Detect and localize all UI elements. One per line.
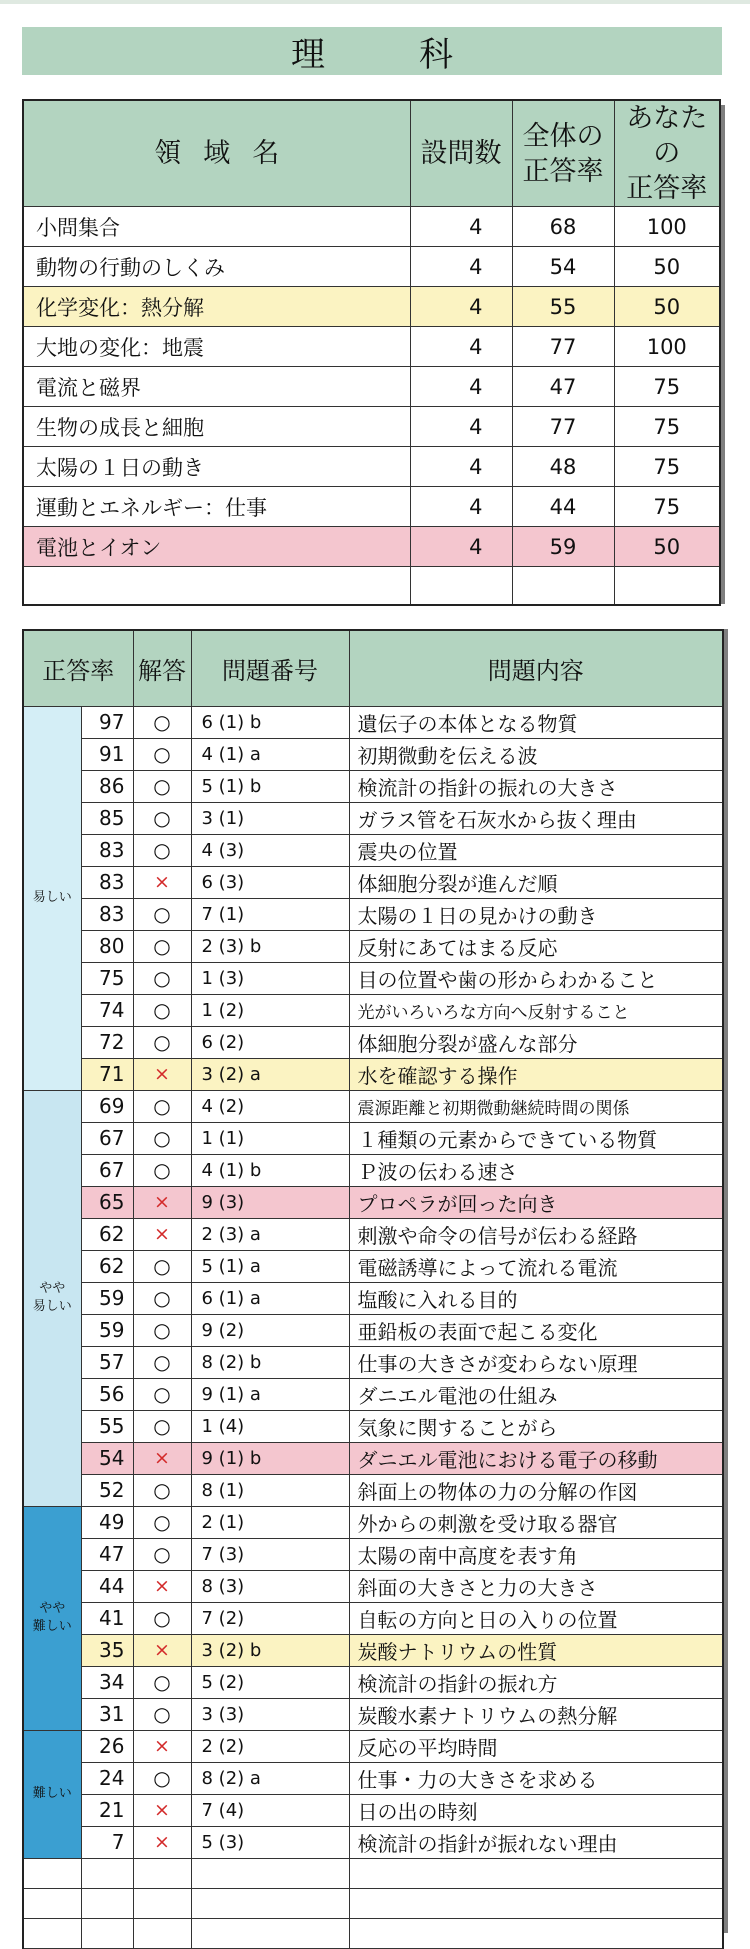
question-content-cell: 仕事の大きさが変わらない原理: [349, 1346, 723, 1378]
overall-rate-cell: 59: [512, 527, 614, 567]
correct-mark-icon: ○: [133, 1314, 191, 1346]
question-content-cell: 検流計の指針が振れない理由: [349, 1826, 723, 1858]
correct-mark-icon: ○: [133, 1506, 191, 1538]
correct-mark-icon: ○: [133, 962, 191, 994]
question-content-cell: 炭酸水素ナトリウムの熱分解: [349, 1698, 723, 1730]
question-row: [23, 1314, 723, 1346]
rate-cell: 35: [81, 1634, 133, 1666]
correct-mark-icon: ○: [133, 1154, 191, 1186]
question-number-cell: 3 (3): [191, 1698, 349, 1730]
band-label: 易しい: [32, 890, 72, 906]
your-rate-cell: 100: [614, 327, 720, 367]
overall-rate-cell: 55: [512, 287, 614, 327]
overall-rate-cell: 77: [512, 407, 614, 447]
question-count-cell: 4: [410, 247, 512, 287]
rate-cell: 34: [81, 1666, 133, 1698]
rate-cell: 44: [81, 1570, 133, 1602]
rate-cell: 49: [81, 1506, 133, 1538]
question-content-cell: 震源距離と初期微動継続時間の関係: [349, 1090, 723, 1122]
question-content-cell: 太陽の１日の見かけの動き: [349, 898, 723, 930]
question-number-cell: 5 (3): [191, 1826, 349, 1858]
difficulty-band-hard: [23, 1730, 81, 1858]
question-number-cell: 3 (2) a: [191, 1058, 349, 1090]
question-row: [23, 706, 723, 738]
difficulty-band-somewhat-hard: [23, 1506, 81, 1730]
question-number-cell: 2 (2): [191, 1730, 349, 1762]
domain-name-cell: 太陽の１日の動き: [23, 447, 410, 487]
question-number-cell: 7 (1): [191, 898, 349, 930]
question-count-cell: 4: [410, 207, 512, 247]
domain-header-row: [23, 100, 720, 207]
question-number-cell: 4 (3): [191, 834, 349, 866]
empty-cell: [191, 1858, 349, 1888]
rate-cell: 91: [81, 738, 133, 770]
question-row: [23, 898, 723, 930]
correct-mark-icon: ○: [133, 1410, 191, 1442]
question-content-cell: 検流計の指針の振れの大きさ: [349, 770, 723, 802]
question-count-header: 設問数: [410, 100, 512, 207]
question-number-cell: 6 (3): [191, 866, 349, 898]
your-rate-cell: 50: [614, 287, 720, 327]
empty-cell: [349, 1858, 723, 1888]
question-number-cell: 7 (3): [191, 1538, 349, 1570]
domain-summary-panel: [22, 99, 719, 598]
rate-cell: 65: [81, 1186, 133, 1218]
question-content-cell: 体細胞分裂が盛んな部分: [349, 1026, 723, 1058]
correct-mark-icon: ○: [133, 1538, 191, 1570]
domain-name-cell: 電流と磁界: [23, 367, 410, 407]
correct-mark-icon: ○: [133, 1026, 191, 1058]
question-row: [23, 802, 723, 834]
your-rate-cell: 50: [614, 527, 720, 567]
rate-cell: 67: [81, 1154, 133, 1186]
wrong-mark-icon: ×: [133, 1826, 191, 1858]
domain-name-cell: 運動とエネルギー：仕事: [23, 487, 410, 527]
question-row: [23, 1282, 723, 1314]
question-row: [23, 834, 723, 866]
your-rate-cell: 75: [614, 367, 720, 407]
question-row: [23, 994, 723, 1026]
question-content-cell: 検流計の指針の振れ方: [349, 1666, 723, 1698]
empty-cell: [81, 1858, 133, 1888]
question-row: [23, 1666, 723, 1698]
question-row: [23, 1442, 723, 1474]
band-label: 難しい: [32, 1786, 72, 1802]
question-number-cell: 2 (3) b: [191, 930, 349, 962]
question-number-cell: 5 (1) b: [191, 770, 349, 802]
correct-mark-icon: ○: [133, 770, 191, 802]
correct-mark-icon: ○: [133, 1762, 191, 1794]
rate-cell: 67: [81, 1122, 133, 1154]
correct-mark-icon: ○: [133, 1378, 191, 1410]
rate-cell: 74: [81, 994, 133, 1026]
question-content-cell: 自転の方向と日の入りの位置: [349, 1602, 723, 1634]
question-row: [23, 1186, 723, 1218]
question-row: [23, 738, 723, 770]
wrong-mark-icon: ×: [133, 1218, 191, 1250]
question-row: [23, 1346, 723, 1378]
question-row-blank: [23, 1858, 723, 1888]
question-count-cell: 4: [410, 487, 512, 527]
question-content-cell: 初期微動を伝える波: [349, 738, 723, 770]
question-number-cell: 4 (1) b: [191, 1154, 349, 1186]
domain-row: [23, 327, 720, 367]
question-content-cell: 体細胞分裂が進んだ順: [349, 866, 723, 898]
wrong-mark-icon: ×: [133, 1186, 191, 1218]
wrong-mark-icon: ×: [133, 1442, 191, 1474]
question-content-cell: １種類の元素からできている物質: [349, 1122, 723, 1154]
question-content-cell: 外からの刺激を受け取る器官: [349, 1506, 723, 1538]
rate-cell: 59: [81, 1282, 133, 1314]
empty-cell: [81, 1888, 133, 1918]
band-label: やや: [39, 1601, 66, 1617]
question-count-cell: 4: [410, 407, 512, 447]
domain-row: [23, 247, 720, 287]
domain-name-cell: 電池とイオン: [23, 527, 410, 567]
rate-cell: 7: [81, 1826, 133, 1858]
rate-cell: 21: [81, 1794, 133, 1826]
wrong-mark-icon: ×: [133, 1058, 191, 1090]
empty-cell: [133, 1888, 191, 1918]
band-label: やや: [39, 1281, 66, 1297]
question-row: [23, 1538, 723, 1570]
question-number-cell: 1 (1): [191, 1122, 349, 1154]
question-content-cell: 反応の平均時間: [349, 1730, 723, 1762]
question-count-cell: 4: [410, 367, 512, 407]
empty-cell: [23, 1918, 81, 1948]
overall-rate-cell: 77: [512, 327, 614, 367]
your-rate-header: あなたの 正答率: [614, 100, 720, 207]
your-rate-cell: 75: [614, 487, 720, 527]
rate-cell: 62: [81, 1250, 133, 1282]
question-detail-panel: [22, 629, 722, 1933]
rate-cell: 62: [81, 1218, 133, 1250]
answer-header: 解答: [133, 630, 191, 706]
correct-mark-icon: ○: [133, 802, 191, 834]
question-row: [23, 1826, 723, 1858]
question-count-cell: 4: [410, 447, 512, 487]
rate-cell: 59: [81, 1314, 133, 1346]
domain-row: [23, 207, 720, 247]
rate-cell: 56: [81, 1378, 133, 1410]
domain-row: [23, 487, 720, 527]
correct-mark-icon: ○: [133, 1698, 191, 1730]
empty-cell: [349, 1888, 723, 1918]
question-number-cell: 4 (2): [191, 1090, 349, 1122]
question-content-cell: 太陽の南中高度を表す角: [349, 1538, 723, 1570]
question-content-cell: ダニエル電池における電子の移動: [349, 1442, 723, 1474]
domain-summary-table: [22, 99, 721, 606]
question-content-cell: 光がいろいろな方向へ反射すること: [349, 994, 723, 1026]
rate-cell: 83: [81, 866, 133, 898]
question-content-cell: 気象に関することがら: [349, 1410, 723, 1442]
wrong-mark-icon: ×: [133, 866, 191, 898]
question-count-cell: 4: [410, 327, 512, 367]
question-row: [23, 1634, 723, 1666]
question-row: [23, 1250, 723, 1282]
question-number-cell: 9 (2): [191, 1314, 349, 1346]
wrong-mark-icon: ×: [133, 1634, 191, 1666]
question-row: [23, 1058, 723, 1090]
question-number-cell: 9 (3): [191, 1186, 349, 1218]
rate-cell: 80: [81, 930, 133, 962]
rate-cell: 41: [81, 1602, 133, 1634]
question-content-cell: Ｐ波の伝わる速さ: [349, 1154, 723, 1186]
question-number-cell: 6 (1) a: [191, 1282, 349, 1314]
page-title: 理 科: [291, 34, 483, 75]
question-content-cell: 反射にあてはまる反応: [349, 930, 723, 962]
question-content-cell: プロペラが回った向き: [349, 1186, 723, 1218]
overall-rate-cell: 48: [512, 447, 614, 487]
question-content-cell: 塩酸に入れる目的: [349, 1282, 723, 1314]
question-content-cell: 遺伝子の本体となる物質: [349, 706, 723, 738]
question-row: [23, 1154, 723, 1186]
empty-cell: [133, 1918, 191, 1948]
question-number-cell: 7 (4): [191, 1794, 349, 1826]
question-content-cell: 斜面の大きさと力の大きさ: [349, 1570, 723, 1602]
rate-cell: 47: [81, 1538, 133, 1570]
question-number-cell: 1 (2): [191, 994, 349, 1026]
question-number-cell: 9 (1) a: [191, 1378, 349, 1410]
question-row-blank: [23, 1888, 723, 1918]
domain-row: [23, 287, 720, 327]
overall-rate-cell: 44: [512, 487, 614, 527]
domain-name-cell: 小問集合: [23, 207, 410, 247]
rate-header: 正答率: [23, 630, 133, 706]
domain-row-blank: [23, 567, 720, 605]
question-number-cell: 3 (2) b: [191, 1634, 349, 1666]
rate-cell: 69: [81, 1090, 133, 1122]
question-row: [23, 1506, 723, 1538]
question-content-cell: 斜面上の物体の力の分解の作図: [349, 1474, 723, 1506]
empty-cell: [410, 567, 512, 605]
rate-cell: 26: [81, 1730, 133, 1762]
question-number-cell: 8 (3): [191, 1570, 349, 1602]
question-row: [23, 1762, 723, 1794]
question-content-cell: 電磁誘導によって流れる電流: [349, 1250, 723, 1282]
wrong-mark-icon: ×: [133, 1794, 191, 1826]
domain-name-cell: 動物の行動のしくみ: [23, 247, 410, 287]
question-number-cell: 1 (4): [191, 1410, 349, 1442]
rate-cell: 72: [81, 1026, 133, 1058]
correct-mark-icon: ○: [133, 1282, 191, 1314]
wrong-mark-icon: ×: [133, 1570, 191, 1602]
question-number-cell: 8 (1): [191, 1474, 349, 1506]
empty-cell: [23, 567, 410, 605]
rate-cell: 75: [81, 962, 133, 994]
rate-cell: 97: [81, 706, 133, 738]
rate-cell: 52: [81, 1474, 133, 1506]
wrong-mark-icon: ×: [133, 1730, 191, 1762]
rate-cell: 57: [81, 1346, 133, 1378]
empty-cell: [191, 1888, 349, 1918]
empty-cell: [23, 1858, 81, 1888]
correct-mark-icon: ○: [133, 1474, 191, 1506]
question-number-cell: 4 (1) a: [191, 738, 349, 770]
question-number-cell: 8 (2) b: [191, 1346, 349, 1378]
difficulty-band-somewhat-easy: [23, 1090, 81, 1506]
correct-mark-icon: ○: [133, 994, 191, 1026]
your-rate-cell: 50: [614, 247, 720, 287]
page-title-band: [22, 27, 722, 75]
correct-mark-icon: ○: [133, 1250, 191, 1282]
rate-cell: 55: [81, 1410, 133, 1442]
question-row: [23, 1090, 723, 1122]
question-header-row: [23, 630, 723, 706]
domain-name-cell: 化学変化：熱分解: [23, 287, 410, 327]
content-header: 問題内容: [349, 630, 723, 706]
question-number-cell: 2 (1): [191, 1506, 349, 1538]
domain-name-cell: 大地の変化：地震: [23, 327, 410, 367]
domain-row: [23, 407, 720, 447]
question-number-cell: 9 (1) b: [191, 1442, 349, 1474]
question-number-cell: 5 (2): [191, 1666, 349, 1698]
question-row: [23, 1474, 723, 1506]
correct-mark-icon: ○: [133, 930, 191, 962]
question-content-cell: 日の出の時刻: [349, 1794, 723, 1826]
question-content-cell: 震央の位置: [349, 834, 723, 866]
question-row: [23, 1378, 723, 1410]
question-row: [23, 1570, 723, 1602]
question-row: [23, 1698, 723, 1730]
rate-cell: 86: [81, 770, 133, 802]
overall-rate-header: 全体の 正答率: [512, 100, 614, 207]
correct-mark-icon: ○: [133, 1602, 191, 1634]
correct-mark-icon: ○: [133, 898, 191, 930]
question-count-cell: 4: [410, 287, 512, 327]
correct-mark-icon: ○: [133, 706, 191, 738]
question-row: [23, 1602, 723, 1634]
question-number-cell: 2 (3) a: [191, 1218, 349, 1250]
empty-cell: [614, 567, 720, 605]
empty-cell: [512, 567, 614, 605]
question-content-cell: 目の位置や歯の形からわかること: [349, 962, 723, 994]
question-content-cell: 刺激や命令の信号が伝わる経路: [349, 1218, 723, 1250]
domain-row: [23, 447, 720, 487]
empty-cell: [81, 1918, 133, 1948]
rate-cell: 54: [81, 1442, 133, 1474]
question-row: [23, 930, 723, 962]
question-number-cell: 6 (2): [191, 1026, 349, 1058]
question-row: [23, 962, 723, 994]
correct-mark-icon: ○: [133, 1346, 191, 1378]
question-count-cell: 4: [410, 527, 512, 567]
question-number-cell: 6 (1) b: [191, 706, 349, 738]
question-number-cell: 5 (1) a: [191, 1250, 349, 1282]
question-row-blank: [23, 1918, 723, 1948]
rate-cell: 83: [81, 898, 133, 930]
rate-cell: 85: [81, 802, 133, 834]
question-content-cell: 炭酸ナトリウムの性質: [349, 1634, 723, 1666]
band-label: 難しい: [32, 1619, 72, 1634]
question-number-cell: 3 (1): [191, 802, 349, 834]
number-header: 問題番号: [191, 630, 349, 706]
your-rate-cell: 75: [614, 447, 720, 487]
question-number-cell: 8 (2) a: [191, 1762, 349, 1794]
question-row: [23, 1794, 723, 1826]
empty-cell: [133, 1858, 191, 1888]
rate-cell: 71: [81, 1058, 133, 1090]
correct-mark-icon: ○: [133, 1122, 191, 1154]
domain-name-cell: 生物の成長と細胞: [23, 407, 410, 447]
question-row: [23, 770, 723, 802]
rate-cell: 83: [81, 834, 133, 866]
question-number-cell: 1 (3): [191, 962, 349, 994]
correct-mark-icon: ○: [133, 1666, 191, 1698]
domain-name-header: 領域名: [23, 100, 410, 207]
question-content-cell: 仕事・力の大きさを求める: [349, 1762, 723, 1794]
question-content-cell: ガラス管を石灰水から抜く理由: [349, 802, 723, 834]
overall-rate-cell: 54: [512, 247, 614, 287]
question-row: [23, 1122, 723, 1154]
question-content-cell: 水を確認する操作: [349, 1058, 723, 1090]
question-detail-table: [22, 629, 724, 1949]
question-number-cell: 7 (2): [191, 1602, 349, 1634]
correct-mark-icon: ○: [133, 1090, 191, 1122]
top-strip: [0, 0, 750, 4]
question-row: [23, 866, 723, 898]
your-rate-cell: 100: [614, 207, 720, 247]
difficulty-band-easy: [23, 706, 81, 1090]
empty-cell: [191, 1918, 349, 1948]
correct-mark-icon: ○: [133, 834, 191, 866]
rate-cell: 31: [81, 1698, 133, 1730]
domain-row: [23, 367, 720, 407]
question-content-cell: ダニエル電池の仕組み: [349, 1378, 723, 1410]
empty-cell: [23, 1888, 81, 1918]
your-rate-cell: 75: [614, 407, 720, 447]
question-row: [23, 1410, 723, 1442]
overall-rate-cell: 47: [512, 367, 614, 407]
question-row: [23, 1218, 723, 1250]
overall-rate-cell: 68: [512, 207, 614, 247]
band-label: 易しい: [32, 1299, 72, 1314]
empty-cell: [349, 1918, 723, 1948]
rate-cell: 24: [81, 1762, 133, 1794]
question-content-cell: 亜鉛板の表面で起こる変化: [349, 1314, 723, 1346]
question-row: [23, 1730, 723, 1762]
correct-mark-icon: ○: [133, 738, 191, 770]
domain-row: [23, 527, 720, 567]
question-row: [23, 1026, 723, 1058]
